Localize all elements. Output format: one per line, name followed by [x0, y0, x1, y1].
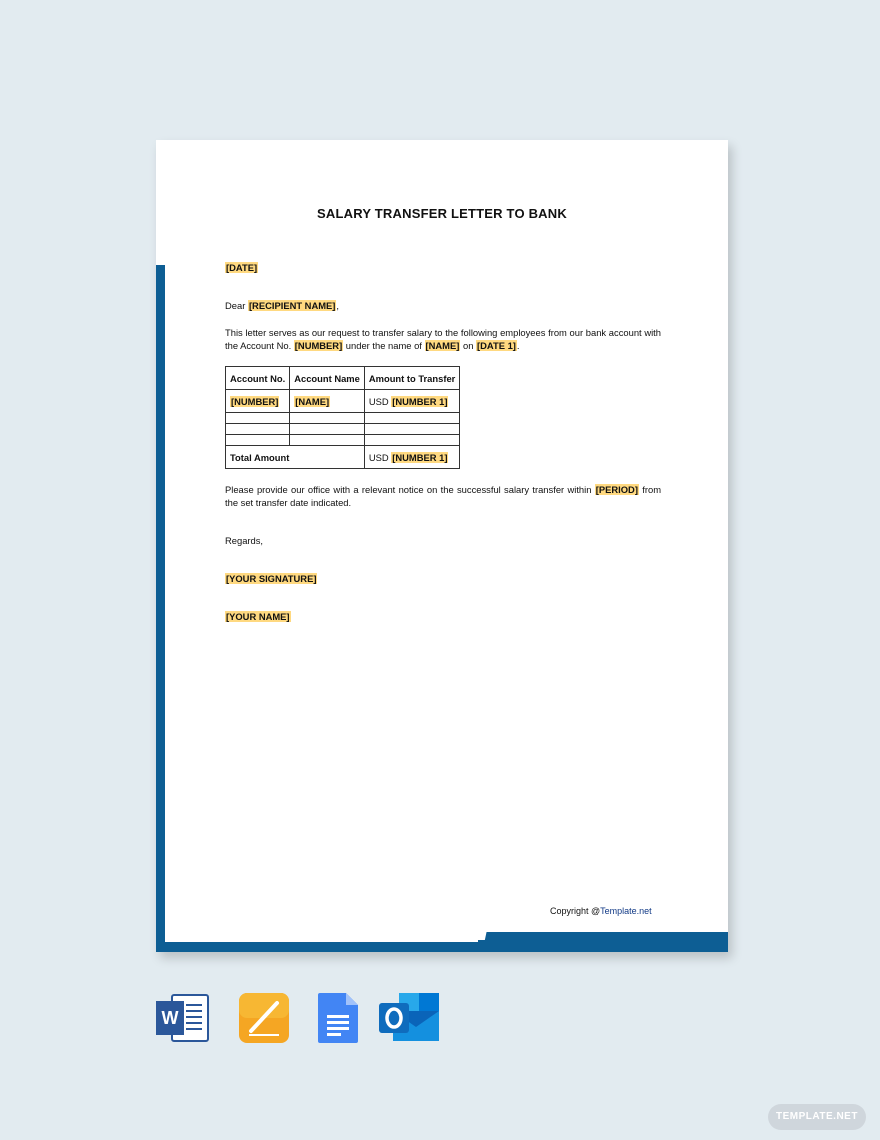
- notice-text-2: from the set transfer date indicated.: [225, 484, 661, 508]
- notice-text-1: Please provide our office with a relevant notice on the successful salary transfer within: [225, 484, 592, 495]
- table-row: [226, 390, 460, 413]
- cell-amount: [364, 390, 459, 413]
- amount-placeholder: [NUMBER 1]: [392, 395, 448, 407]
- copyright-link[interactable]: Template.net: [600, 906, 652, 916]
- table-row: [226, 424, 460, 435]
- left-accent-bar: [156, 265, 165, 952]
- name-line: [225, 610, 661, 623]
- intro-text-3: on: [462, 340, 474, 351]
- signature-placeholder: [YOUR SIGNATURE]: [226, 573, 317, 584]
- closing: Regards,: [225, 535, 264, 546]
- total-label: Total Amount: [226, 446, 365, 469]
- cell-account-name: [290, 390, 365, 413]
- account-name-cell-placeholder: [NAME]: [295, 395, 330, 407]
- total-amount-placeholder: [NUMBER 1]: [392, 451, 448, 463]
- greeting-prefix: Dear: [225, 300, 246, 311]
- word-icon[interactable]: [156, 993, 208, 1043]
- transfer-table: [225, 366, 460, 469]
- transfer-date-placeholder: [DATE 1]: [477, 340, 516, 351]
- outlook-icon[interactable]: [379, 993, 431, 1043]
- word-letter: W: [161, 1008, 179, 1028]
- greeting-suffix: ,: [336, 300, 340, 311]
- account-number-placeholder: [NUMBER]: [294, 340, 343, 351]
- table-header-row: [226, 367, 460, 390]
- intro-text-2: under the name of: [345, 340, 422, 351]
- document-title: SALARY TRANSFER LETTER TO BANK: [317, 206, 567, 221]
- copyright: [550, 906, 652, 916]
- name-placeholder: [YOUR NAME]: [226, 611, 290, 622]
- letter-page: [156, 140, 728, 952]
- header-account-name: Account Name: [290, 367, 365, 390]
- date-line: [225, 261, 661, 274]
- intro-text-1: This letter serves as our request to transfer salary to the following employees from our bank account with the Account No.: [225, 327, 661, 351]
- intro-paragraph: [225, 326, 661, 352]
- intro-end: .: [516, 340, 520, 351]
- header-account-no: Account No.: [226, 367, 290, 390]
- notice-paragraph: [225, 483, 661, 509]
- table-total-row: [226, 446, 460, 469]
- currency-label: USD: [368, 395, 389, 407]
- account-name-placeholder: [NAME]: [425, 340, 460, 351]
- google-docs-icon[interactable]: [318, 993, 370, 1043]
- letter-body: [225, 261, 661, 623]
- account-no-placeholder: [NUMBER]: [231, 395, 279, 407]
- date-placeholder: [DATE]: [226, 262, 258, 273]
- copyright-prefix: Copyright @: [550, 906, 601, 916]
- period-placeholder: [PERIOD]: [595, 484, 638, 495]
- bottom-accent-bar-right: [478, 940, 728, 952]
- recipient-placeholder: [RECIPIENT NAME]: [248, 300, 336, 311]
- total-currency: USD: [368, 451, 389, 463]
- signature-line: [225, 572, 661, 585]
- cell-account-no: [226, 390, 290, 413]
- template-net-watermark: TEMPLATE.NET: [768, 1104, 866, 1130]
- cell-total-amount: [364, 446, 459, 469]
- table-row: [226, 413, 460, 424]
- header-amount: Amount to Transfer: [364, 367, 459, 390]
- pages-icon[interactable]: [239, 993, 291, 1043]
- greeting-line: [225, 299, 661, 312]
- table-row: [226, 435, 460, 446]
